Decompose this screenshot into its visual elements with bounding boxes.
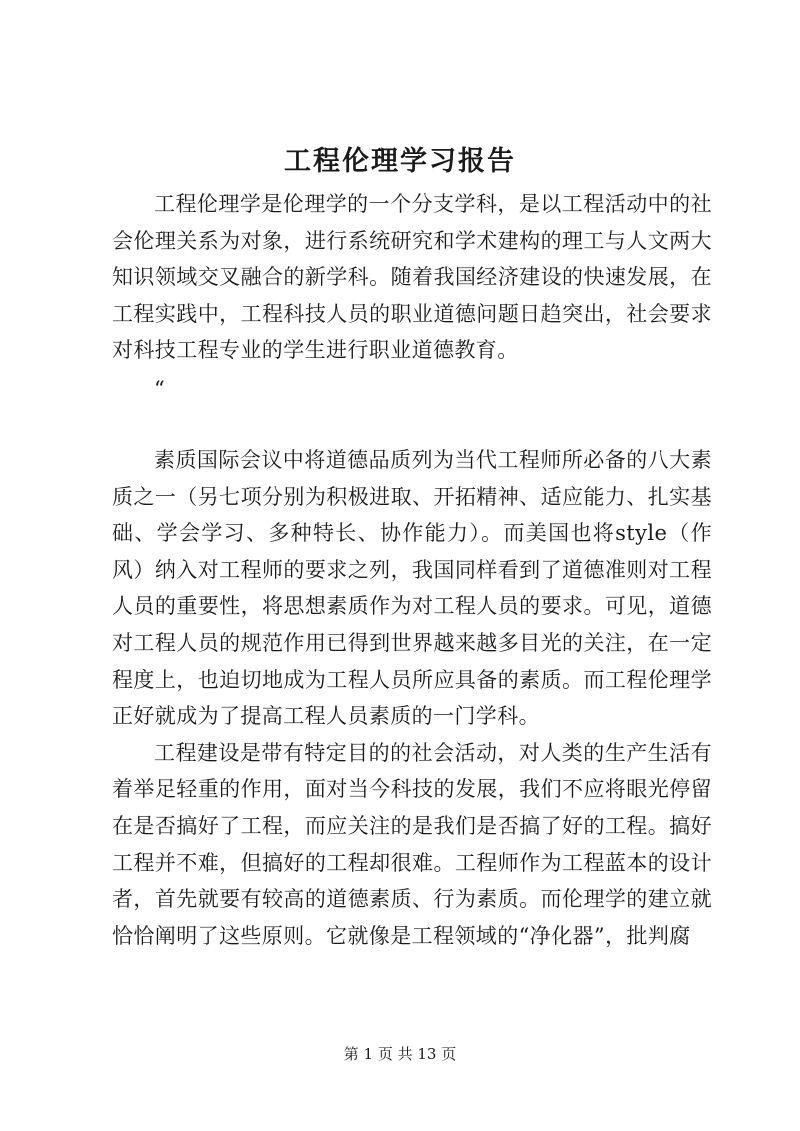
paragraph-qualities: 素质国际会议中将道德品质列为当代工程师所必备的八大素质之一（另七项分别为积极进取、开拓精神、适应能力、扎实基础、学会学习、多种特长、协作能力）。而美国也将style（作风）纳入对工程师的要求之列，我国同样看到了道德准则对工程人员的重要性，将思想素质作为对工程人员的要求。可见，道德对工程人员的规范作用已得到世界越来越多目光的关注，在一定程度上，也迫切地成为工程人员所应具备的素质。而工程伦理学正好就成为了提高工程人员素质的一门学科。 — [112, 447, 712, 729]
page-number-footer: 第 1 页 共 13 页 — [343, 1045, 457, 1063]
paragraph-quote-mark: “ — [154, 376, 166, 401]
paragraph-intro: 工程伦理学是伦理学的一个分支学科，是以工程活动中的社会伦理关系为对象，进行系统研究和学术建构的理工与人文两大知识领域交叉融合的新学科。随着我国经济建设的快速发展，在工程实践中，工程科技人员的职业道德问题日趋突出，社会要求对科技工程专业的学生进行职业道德教育。 — [112, 192, 712, 363]
paragraph-construction: 工程建设是带有特定目的的社会活动，对人类的生产生活有着举足轻重的作用，面对当今科技的发展，我们不应将眼光停留在是否搞好了工程，而应关注的是我们是否搞了好的工程。搞好工程并不难，但搞好的工程却很难。工程师作为工程蓝本的设计者，首先就要有较高的道德素质、行为素质。而伦理学的建立就恰恰阐明了这些原则。它就像是工程领域的“净化器”，批判腐 — [112, 740, 712, 948]
document-title: 工程伦理学习报告 — [284, 146, 516, 177]
document-body — [112, 186, 712, 954]
